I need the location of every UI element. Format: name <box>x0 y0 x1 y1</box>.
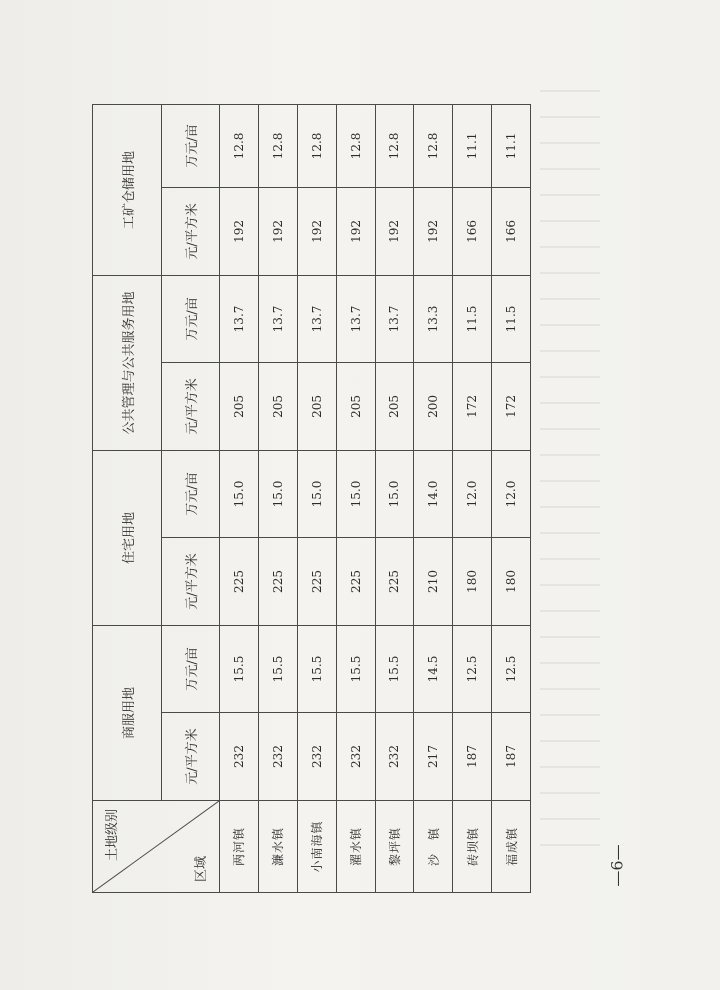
value-cell: 225 <box>258 537 297 625</box>
value-cell: 12.5 <box>453 625 492 712</box>
value-cell: 12.5 <box>492 625 531 712</box>
unit-header-row <box>162 104 220 892</box>
value-cell: 11.1 <box>453 104 492 187</box>
unit-header: 元/平方米 <box>162 537 220 625</box>
value-cell: 232 <box>258 713 297 801</box>
group-header-industrial: 工矿仓储用地 <box>93 104 162 275</box>
value-cell: 192 <box>414 187 453 275</box>
value-cell: 13.7 <box>297 275 336 362</box>
value-cell: 205 <box>375 362 414 450</box>
value-cell: 12.8 <box>258 104 297 187</box>
value-cell: 192 <box>336 187 375 275</box>
value-cell: 13.7 <box>375 275 414 362</box>
value-cell: 225 <box>375 537 414 625</box>
town-name: 小南海镇 <box>297 801 336 893</box>
value-cell: 187 <box>492 713 531 801</box>
unit-header: 万元/亩 <box>162 275 220 362</box>
value-cell: 232 <box>220 713 259 801</box>
town-name: 福成镇 <box>492 801 531 893</box>
value-cell: 12.8 <box>414 104 453 187</box>
group-header-public-service: 公共管理与公共服务用地 <box>93 275 162 450</box>
value-cell: 15.0 <box>297 450 336 537</box>
unit-header: 元/平方米 <box>162 362 220 450</box>
value-cell: 11.5 <box>492 275 531 362</box>
value-cell: 180 <box>453 537 492 625</box>
table-row <box>297 104 336 892</box>
group-header-commercial: 商服用地 <box>93 625 162 800</box>
value-cell: 225 <box>336 537 375 625</box>
value-cell: 13.7 <box>220 275 259 362</box>
value-cell: 12.8 <box>375 104 414 187</box>
value-cell: 172 <box>453 362 492 450</box>
unit-header: 万元/亩 <box>162 625 220 712</box>
value-cell: 192 <box>297 187 336 275</box>
value-cell: 210 <box>414 537 453 625</box>
group-header-residential: 住宅用地 <box>93 450 162 625</box>
value-cell: 205 <box>297 362 336 450</box>
town-name: 濯水镇 <box>336 801 375 893</box>
value-cell: 13.7 <box>336 275 375 362</box>
unit-header: 元/平方米 <box>162 713 220 801</box>
value-cell: 166 <box>492 187 531 275</box>
value-cell: 15.5 <box>297 625 336 712</box>
value-cell: 225 <box>297 537 336 625</box>
group-header-row <box>93 104 162 892</box>
value-cell: 180 <box>492 537 531 625</box>
value-cell: 11.1 <box>492 104 531 187</box>
corner-top-label: 土地级别 <box>105 809 120 862</box>
value-cell: 232 <box>375 713 414 801</box>
value-cell: 12.0 <box>492 450 531 537</box>
town-name: 两河镇 <box>220 801 259 893</box>
value-cell: 15.5 <box>375 625 414 712</box>
unit-header: 万元/亩 <box>162 104 220 187</box>
table-row <box>336 104 375 892</box>
value-cell: 13.3 <box>414 275 453 362</box>
corner-bottom-label: 区域 <box>194 855 209 882</box>
bleed-through-shadow <box>540 90 600 850</box>
town-name: 砖坝镇 <box>453 801 492 893</box>
value-cell: 15.0 <box>258 450 297 537</box>
value-cell: 12.8 <box>336 104 375 187</box>
value-cell: 172 <box>492 362 531 450</box>
value-cell: 14.5 <box>414 625 453 712</box>
corner-header-cell <box>93 801 220 893</box>
value-cell: 15.5 <box>336 625 375 712</box>
value-cell: 192 <box>220 187 259 275</box>
value-cell: 200 <box>414 362 453 450</box>
value-cell: 192 <box>375 187 414 275</box>
unit-header: 万元/亩 <box>162 450 220 537</box>
town-name: 黎坪镇 <box>375 801 414 893</box>
page-number: —6— <box>607 844 627 887</box>
table-row <box>375 104 414 892</box>
value-cell: 12.8 <box>220 104 259 187</box>
value-cell: 192 <box>258 187 297 275</box>
table-row <box>258 104 297 892</box>
value-cell: 13.7 <box>258 275 297 362</box>
town-name: 沙 镇 <box>414 801 453 893</box>
value-cell: 225 <box>220 537 259 625</box>
value-cell: 12.0 <box>453 450 492 537</box>
value-cell: 217 <box>414 713 453 801</box>
rotated-table-container <box>92 105 531 893</box>
value-cell: 166 <box>453 187 492 275</box>
value-cell: 205 <box>258 362 297 450</box>
value-cell: 232 <box>297 713 336 801</box>
value-cell: 15.5 <box>220 625 259 712</box>
land-price-table <box>92 104 531 893</box>
value-cell: 14.0 <box>414 450 453 537</box>
value-cell: 15.5 <box>258 625 297 712</box>
town-name: 濂水镇 <box>258 801 297 893</box>
table-row <box>220 104 259 892</box>
table-row <box>492 104 531 892</box>
value-cell: 15.0 <box>220 450 259 537</box>
value-cell: 11.5 <box>453 275 492 362</box>
value-cell: 205 <box>220 362 259 450</box>
table-row <box>453 104 492 892</box>
value-cell: 15.0 <box>375 450 414 537</box>
value-cell: 15.0 <box>336 450 375 537</box>
table-row <box>414 104 453 892</box>
value-cell: 232 <box>336 713 375 801</box>
value-cell: 205 <box>336 362 375 450</box>
value-cell: 187 <box>453 713 492 801</box>
unit-header: 元/平方米 <box>162 187 220 275</box>
value-cell: 12.8 <box>297 104 336 187</box>
